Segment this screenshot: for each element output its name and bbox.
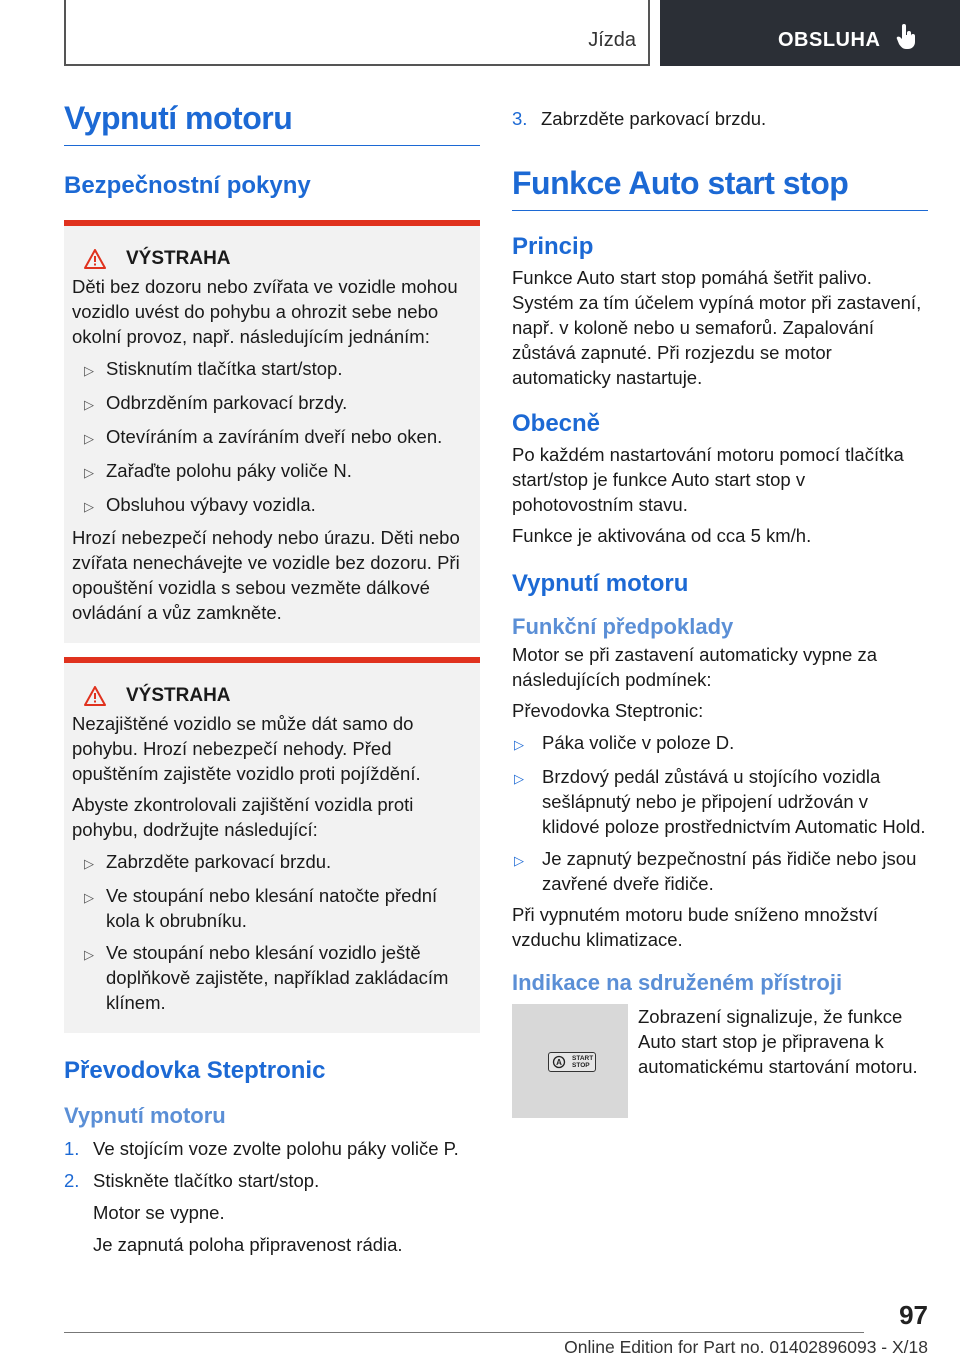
warning-header [72,685,472,707]
triangle-bullet-icon: ▷ [514,771,524,786]
triangle-bullet-icon: ▷ [514,737,524,752]
list-item: ▷ Otevíráním a zavíráním dveří nebo oken. [72,424,472,451]
auto-start-stop-icon: A START STOP [548,1052,596,1072]
section-header [64,0,650,66]
right-column [512,100,928,1118]
instrument-cluster-image [512,1004,628,1118]
list-item: ▷ Ve stoupání nebo klesání vozidlo ještě doplňkově zajistěte, například zakládacím klínem. [72,940,472,1015]
edition-footer: Online Edition for Part no. 01402896093 - X/18 [564,1337,928,1357]
list-item: ▷ Odbrzděním parkovací brzdy. [72,390,472,417]
list-item: ▷ Ve stoupání nebo klesání natočte přední kola k obrubníku. [72,883,472,933]
step-note: Motor se vypne. [93,1202,225,1223]
engine-off-subheading: Vypnutí motoru [64,1103,226,1128]
triangle-bullet-icon: ▷ [84,890,94,905]
step-item: 2. Stiskněte tlačítko start/stop. [64,1170,320,1191]
section-title-engine-off: Vypnutí motoru [64,100,480,146]
general-text: Po každém nastartování motoru pomocí tlačítka start/stop je funkce Auto start stop v pohotovostním stavu. [512,444,904,515]
warning-box-1 [64,220,480,643]
list-item: ▷ Stisknutím tlačítka start/stop. [72,356,472,383]
principle-text: Funkce Auto start stop pomáhá šetřit palivo. Systém za tím účelem vypíná motor při zastavení, např. v koloně nebo u semaforů. Zapalování zůstává zapnuté. Při rozjezdu se motor automaticky nastartuje. [512,267,922,388]
list-item: ▷ Brzdový pedál zůstává u stojícího vozidla sešlápnutý nebo je připojení udržován v klidové poloze prostřednictvím Automatic Hold. [514,766,926,837]
triangle-bullet-icon: ▷ [84,397,94,412]
chapter-title: OBSLUHA [778,29,881,51]
list-item: ▷ Zabrzděte parkovací brzdu. [72,849,472,876]
step-note: Je zapnutá poloha připravenost rádia. [93,1234,403,1255]
climate-text: Při vypnutém motoru bude sníženo množství vzduchu klimatizace. [512,904,879,950]
steptronic-label: Převodovka Steptronic: [512,700,704,721]
page-number: 97 [899,1300,928,1330]
triangle-bullet-icon: ▷ [84,499,94,514]
principle-heading: Princip [512,233,594,260]
warning-label: VÝSTRAHA [126,248,231,269]
conditions-heading: Funkční předpoklady [512,614,734,639]
triangle-bullet-icon: ▷ [84,856,94,871]
warning-text: Hrozí nebezpečí nehody nebo úrazu. Děti nebo zvířata nenechávejte ve vozidle bez dozoru. Při opouštění vozidla s sebou vezměte dálkové ovládání a vůz zamkněte. [72,527,460,623]
warning-box-2 [64,657,480,1033]
warning-text: Nezajištěné vozidlo se může dát samo do pohybu. Hrozí nebezpečí nehody. Před opuštěním zajistěte vozidlo proti pojíždění. [72,713,421,784]
indicator-text: Zobrazení signalizuje, že funkce Auto start stop je připravena k automatickému startování motoru. [638,1006,918,1077]
warning-triangle-icon [84,686,106,706]
step-item: 1. Ve stojícím voze zvolte polohu páky voliče P. [64,1138,459,1159]
left-column [64,100,480,1257]
triangle-bullet-icon: ▷ [84,431,94,446]
warning-label: VÝSTRAHA [126,685,231,706]
triangle-bullet-icon: ▷ [514,853,524,868]
triangle-bullet-icon: ▷ [84,947,94,962]
step-item: 3. Zabrzděte parkovací brzdu. [512,108,767,129]
general-heading: Obecně [512,410,601,437]
warning-text: Děti bez dozoru nebo zvířata ve vozidle mohou vozidlo uvést do pohybu a ohrozit sebe nebo okolní provoz, např. následujícím jednáním: [72,276,458,347]
list-item: ▷ Obsluhou výbavy vozidla. [72,492,472,519]
list-item: ▷ Zařaďte polohu páky voliče N. [72,458,472,485]
hand-pointer-icon [896,24,918,50]
steptronic-heading: Převodovka Steptronic [64,1057,326,1084]
general-text: Funkce je aktivována od cca 5 km/h. [512,525,812,546]
engine-off-heading: Vypnutí motoru [512,570,689,597]
conditions-text: Motor se při zastavení automaticky vypne za následujících podmínek: [512,644,878,690]
section-title-auto-start-stop: Funkce Auto start stop [512,165,928,211]
warning-text: Abyste zkontrolovali zajištění vozidla proti pohybu, dodržujte následující: [72,794,414,840]
page-header [64,0,960,66]
warning-triangle-icon [84,249,106,269]
list-item: ▷ Páka voliče v poloze D. [512,730,928,757]
chapter-tab [660,0,960,66]
triangle-bullet-icon: ▷ [84,465,94,480]
footer-divider [64,1332,864,1333]
safety-heading: Bezpečnostní pokyny [64,172,311,199]
warning-header [72,248,472,270]
indicator-block [512,1004,928,1118]
svg-text:A: A [556,1058,562,1067]
section-title: Jízda [588,29,636,51]
triangle-bullet-icon: ▷ [84,363,94,378]
indicator-heading: Indikace na sdruženém přístroji [512,970,843,995]
list-item: ▷ Je zapnutý bezpečnostní pás řidiče nebo jsou zavřené dveře řidiče. [514,848,917,894]
